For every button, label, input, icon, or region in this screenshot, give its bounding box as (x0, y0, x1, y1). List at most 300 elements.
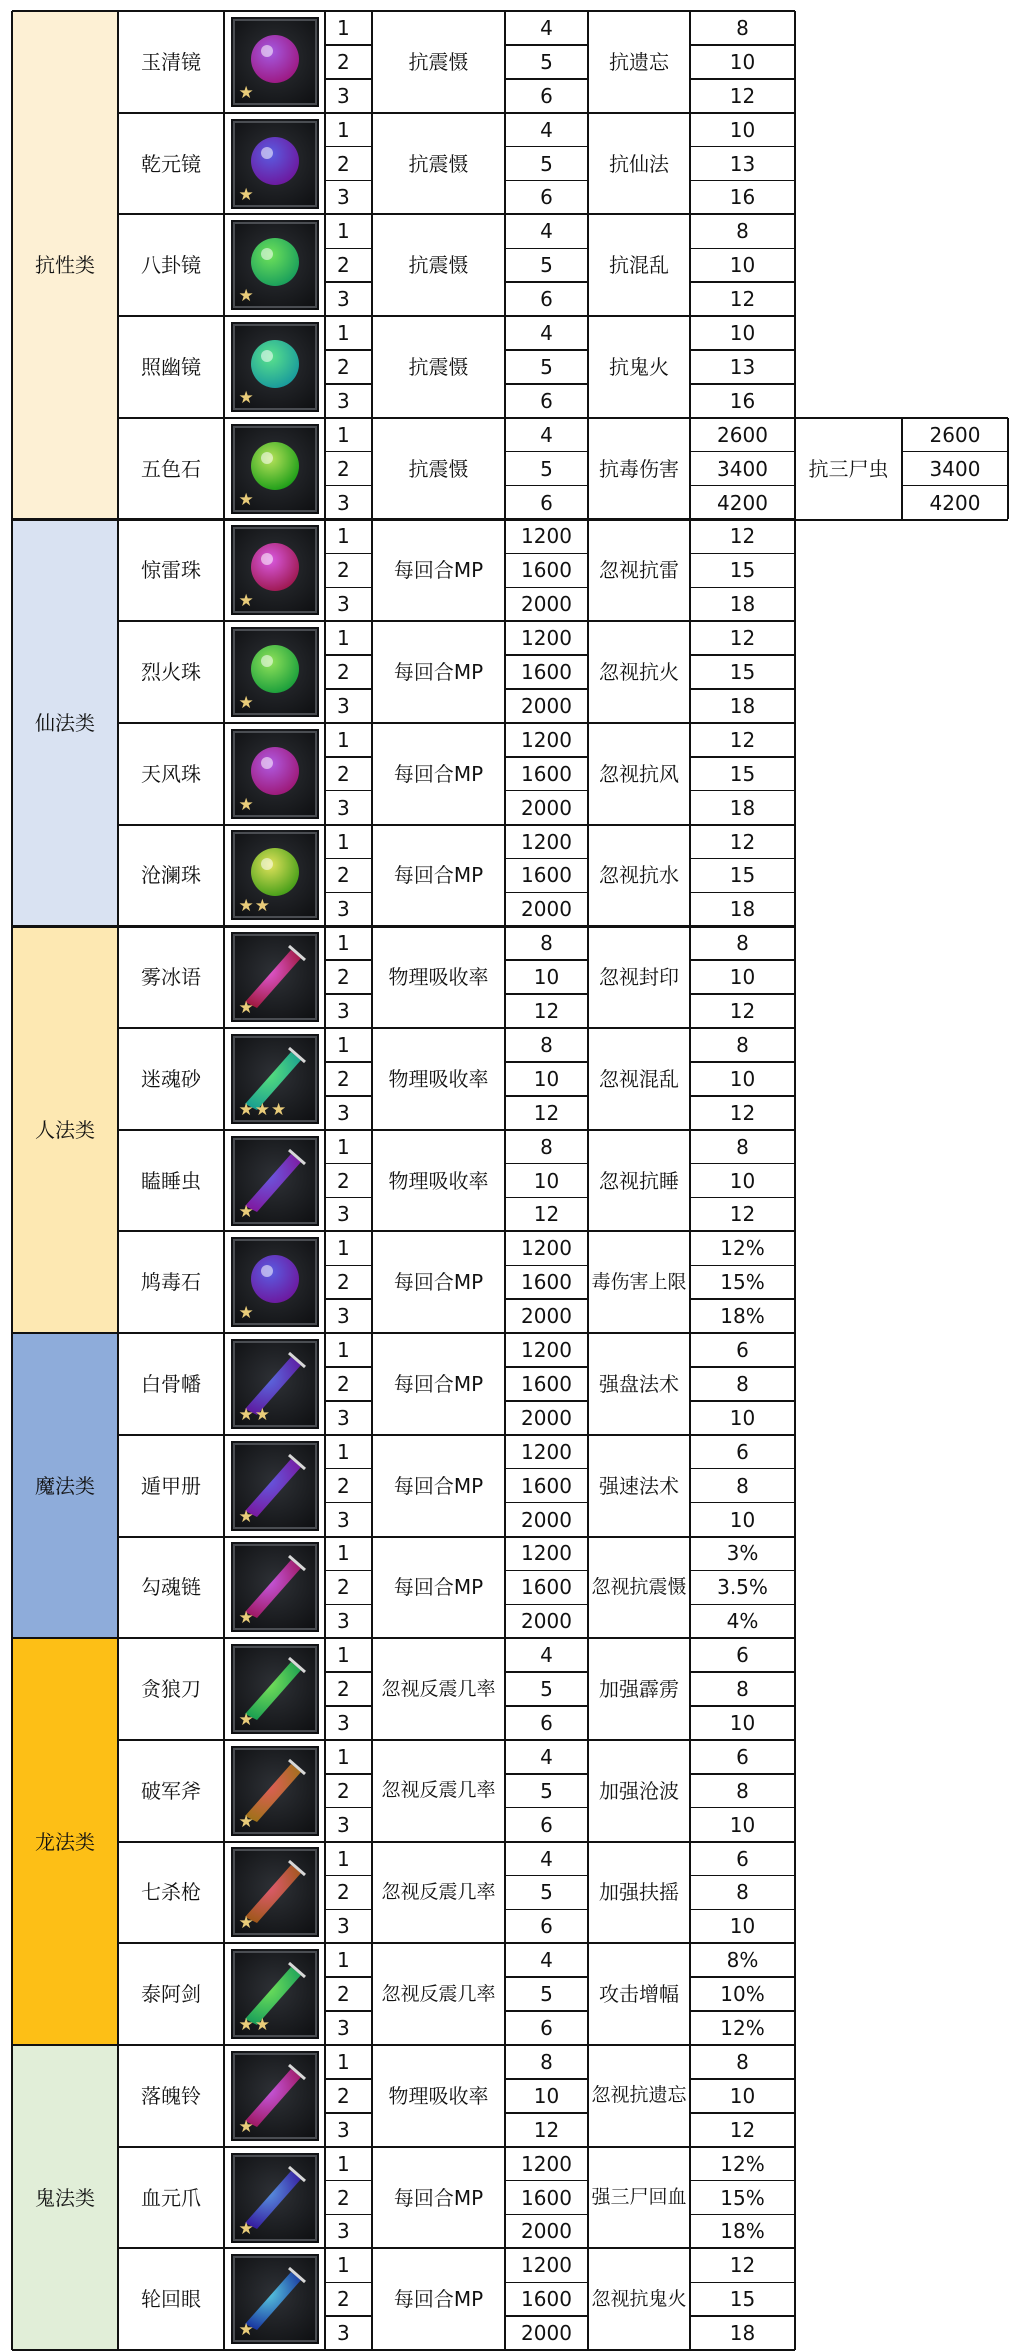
level-cell: 1 (337, 1236, 350, 1261)
stat1-name: 物理吸收率 (388, 2083, 489, 2108)
grid-line (325, 44, 372, 46)
level-cell: 2 (337, 1371, 350, 1396)
grid-line (325, 993, 372, 995)
sleep-bug-icon (231, 1136, 319, 1226)
value2-cell: 10 (729, 1168, 756, 1193)
value1-cell: 6 (540, 1914, 553, 1939)
value1-cell: 1600 (521, 2287, 572, 2312)
level-cell: 2 (337, 1066, 350, 1091)
grid-line (690, 1197, 795, 1199)
grid-line (902, 451, 1008, 453)
star-icon: ★ (238, 1608, 254, 1629)
value2-cell: 12% (720, 2016, 765, 2041)
level-cell: 2 (337, 1880, 350, 1905)
value2-cell: 15% (720, 1270, 765, 1295)
stat1-name: 每回合MP (393, 2185, 484, 2210)
level-cell: 3 (337, 2117, 350, 2142)
item-name: 破军斧 (141, 1778, 201, 1803)
level-cell: 3 (337, 83, 350, 108)
bone-banner-icon (231, 1339, 319, 1429)
value1-cell: 4 (540, 422, 553, 447)
grid-line (690, 1298, 795, 1300)
grid-line (118, 824, 795, 826)
grid-line (505, 2112, 588, 2114)
value1-cell: 8 (540, 2049, 553, 2074)
level-cell: 1 (337, 1744, 350, 1769)
level-cell: 2 (337, 253, 350, 278)
zhaoyou-mirror-icon (231, 322, 319, 412)
value1-cell: 1600 (521, 2185, 572, 2210)
value1-cell: 5 (540, 49, 553, 74)
grid-line (325, 1976, 372, 1978)
value2-cell: 10 (729, 49, 756, 74)
grid-line (118, 1027, 795, 1029)
grid-line (690, 1807, 795, 1809)
level-cell: 1 (337, 931, 350, 956)
star-rating (238, 184, 254, 205)
star-icon: ★ (238, 387, 254, 408)
stat1-name: 每回合MP (393, 558, 484, 583)
value1-cell: 4 (540, 219, 553, 244)
level-cell: 1 (337, 1846, 350, 1871)
grid-line (505, 146, 588, 148)
stat2-name: 忽视抗雷 (599, 558, 679, 583)
item-name: 惊雷珠 (141, 558, 201, 583)
stat2-name: 强三尸回血 (591, 2186, 687, 2209)
grid-line (505, 1265, 588, 1267)
grid-line (325, 383, 372, 385)
grid-line (690, 78, 795, 80)
grid-line (505, 1095, 588, 1097)
grid-line (690, 959, 795, 961)
star-rating (239, 2017, 271, 2034)
grid-line (325, 1366, 372, 1368)
grid-line (690, 1095, 795, 1097)
value2-cell: 15 (729, 660, 756, 685)
value2-cell: 12 (729, 999, 756, 1024)
grid-line (325, 1875, 372, 1877)
bagua-mirror-icon (231, 220, 319, 310)
value1-cell: 1200 (521, 727, 572, 752)
level-cell: 3 (337, 2016, 350, 2041)
value2-cell: 12 (729, 727, 756, 752)
grid-line (12, 1332, 795, 1335)
level-cell: 2 (337, 1575, 350, 1600)
value2-cell: 10 (729, 321, 756, 346)
value1-cell: 10 (533, 1066, 560, 1091)
grid-line (325, 451, 372, 453)
level-cell: 3 (337, 2219, 350, 2244)
star-rating (239, 2322, 254, 2339)
category-label: 龙法类 (12, 1638, 118, 2045)
value2-cell: 3% (726, 1541, 759, 1566)
grid-line (325, 1265, 372, 1267)
stat1-name: 每回合MP (393, 660, 484, 685)
grid-line (690, 1400, 795, 1402)
value2-cell: 18% (720, 1304, 765, 1329)
level-cell: 1 (337, 626, 350, 651)
value1-cell: 1200 (521, 524, 572, 549)
item-name: 八卦镜 (141, 253, 201, 278)
item-name: 天风珠 (141, 761, 201, 786)
value1-cell: 5 (540, 1880, 553, 1905)
samsara-eye-icon (231, 2254, 319, 2344)
star-rating (239, 695, 254, 712)
stat1-name: 忽视反震几率 (381, 1779, 496, 1802)
star-rating (238, 387, 254, 408)
value2-cell: 12% (720, 2151, 765, 2176)
level-cell: 2 (337, 965, 350, 990)
level-cell: 1 (337, 1948, 350, 1973)
star-rating (239, 1305, 254, 1322)
five-color-stone-icon (231, 424, 319, 514)
value1-cell: 1600 (521, 761, 572, 786)
grid-line (505, 587, 588, 589)
item-name: 轮回眼 (141, 2287, 201, 2312)
grid-line (325, 756, 372, 758)
level-cell: 1 (337, 422, 350, 447)
value1-cell: 12 (533, 1202, 560, 1227)
grid-line (325, 1468, 372, 1470)
stat2-name: 忽视混乱 (599, 1066, 679, 1091)
item-name: 玉清镜 (141, 49, 201, 74)
grid-line (690, 1604, 795, 1606)
grid-line (325, 553, 372, 555)
star-rating (238, 794, 254, 815)
value1-cell: 5 (540, 456, 553, 481)
grid-line (325, 2078, 372, 2080)
level-cell: 2 (337, 1982, 350, 2007)
item-name: 雾冰语 (141, 965, 201, 990)
grid-line (690, 553, 795, 555)
grid-line (505, 1468, 588, 1470)
grid-line (325, 1604, 372, 1606)
grid-line (505, 892, 588, 894)
grid-line (794, 11, 797, 2350)
poison-stone-icon (231, 1237, 319, 1327)
grid-line (325, 146, 372, 148)
level-cell: 1 (337, 1134, 350, 1159)
category-label: 人法类 (12, 926, 118, 1333)
level-cell: 2 (337, 1677, 350, 1702)
grid-line (118, 417, 795, 419)
grid-line (325, 790, 372, 792)
value1-cell: 1200 (521, 2151, 572, 2176)
value2-cell: 10 (729, 1066, 756, 1091)
grid-line (325, 1705, 372, 1707)
grid-line (505, 1400, 588, 1402)
item-name: 落魄铃 (141, 2083, 201, 2108)
grid-line (690, 1265, 795, 1267)
value1-cell: 1600 (521, 660, 572, 685)
grid-line (690, 349, 795, 351)
grid-line (505, 1909, 588, 1911)
item-name: 泰阿剑 (141, 1982, 201, 2007)
grid-line (12, 2044, 795, 2047)
star-rating (238, 1506, 254, 1527)
level-cell: 1 (337, 1541, 350, 1566)
grid-line (325, 1807, 372, 1809)
grid-line (325, 1400, 372, 1402)
grid-line (587, 11, 589, 2350)
grid-line (505, 790, 588, 792)
value2-cell: 8 (736, 15, 749, 40)
level-cell: 2 (337, 456, 350, 481)
star-rating (239, 288, 254, 305)
level-cell: 3 (337, 1405, 350, 1430)
stat2-name: 毒伤害上限 (591, 1270, 687, 1293)
grid-line (325, 688, 372, 690)
frost-mist-icon (231, 932, 319, 1022)
stat1-name: 抗震慑 (408, 456, 469, 481)
value1-cell: 12 (533, 1100, 560, 1125)
grid-line (505, 1061, 588, 1063)
grid-line (690, 180, 795, 182)
level-cell: 3 (337, 2321, 350, 2346)
value3-cell: 2600 (929, 422, 981, 447)
grid-line (325, 959, 372, 961)
category-label: 抗性类 (12, 11, 118, 520)
value2-cell: 12 (729, 524, 756, 549)
grid-line (325, 485, 372, 487)
level-cell: 2 (337, 558, 350, 583)
level-cell: 3 (337, 1710, 350, 1735)
star-rating (239, 593, 254, 610)
level-cell: 1 (337, 117, 350, 142)
grid-line (118, 1129, 795, 1131)
grid-line (118, 722, 795, 724)
value2-cell: 18 (729, 897, 756, 922)
level-cell: 3 (337, 897, 350, 922)
value2-cell: 4% (726, 1609, 759, 1634)
value1-cell: 1200 (521, 829, 572, 854)
star-icon: ★ (238, 2320, 254, 2341)
stat1-name: 物理吸收率 (388, 1066, 489, 1091)
grid-line (325, 1909, 372, 1911)
star-icon: ★ (238, 2015, 254, 2036)
stat2-name: 忽视抗震慑 (591, 1575, 687, 1598)
grid-line (325, 2010, 372, 2012)
grid-line (690, 281, 795, 283)
value2-cell: 8 (736, 1880, 749, 1905)
value2-cell: 15 (729, 2287, 756, 2312)
grid-line (325, 892, 372, 894)
army-axe-icon (231, 1746, 319, 1836)
grid-line (118, 1536, 795, 1538)
level-cell: 2 (337, 2287, 350, 2312)
grid-line (325, 1163, 372, 1165)
value1-cell: 2000 (521, 897, 572, 922)
item-name: 血元爪 (141, 2185, 201, 2210)
value2-cell: 6 (736, 1338, 749, 1363)
item-name: 照幽镜 (141, 354, 201, 379)
category-label: 魔法类 (12, 1333, 118, 1638)
grid-line (690, 2112, 795, 2114)
value1-cell: 5 (540, 1778, 553, 1803)
value2-cell: 2600 (717, 422, 768, 447)
grid-line (11, 11, 14, 2350)
stat2-name: 忽视抗风 (599, 761, 679, 786)
grid-line (505, 2078, 588, 2080)
grid-line (118, 213, 795, 215)
value1-cell: 10 (533, 965, 560, 990)
grid-line (690, 2214, 795, 2216)
star-rating (239, 1712, 254, 1729)
value2-cell: 6 (736, 1643, 749, 1668)
value2-cell: 12 (729, 829, 756, 854)
level-cell: 1 (337, 2049, 350, 2074)
value1-cell: 6 (540, 1710, 553, 1735)
star-icon: ★ (254, 1404, 270, 1425)
grid-line (324, 11, 326, 2350)
value1-cell: 5 (540, 151, 553, 176)
level-cell: 3 (337, 1304, 350, 1329)
grid-line (12, 925, 795, 928)
value1-cell: 4 (540, 1846, 553, 1871)
value1-cell: 4 (540, 1948, 553, 1973)
grid-line (505, 654, 588, 656)
value1-cell: 1600 (521, 558, 572, 583)
grid-line (118, 620, 795, 622)
level-cell: 1 (337, 1643, 350, 1668)
star-icon: ★ (238, 896, 254, 917)
star-icon: ★ (254, 2015, 270, 2036)
star-icon: ★ (238, 184, 254, 205)
value2-cell: 10 (729, 1507, 756, 1532)
item-name: 七杀枪 (141, 1880, 201, 1905)
grid-line (505, 756, 588, 758)
value2-cell: 10% (720, 1982, 765, 2007)
grid-line (325, 2112, 372, 2114)
star-icon: ★ (238, 82, 254, 103)
grid-line (690, 1909, 795, 1911)
category-label: 鬼法类 (12, 2045, 118, 2350)
level-cell: 3 (337, 1202, 350, 1227)
thunder-pearl-icon (231, 525, 319, 615)
value2-cell: 12 (729, 2117, 756, 2142)
star-icon: ★ (238, 1404, 254, 1425)
grid-line (325, 1502, 372, 1504)
grid-line (505, 2214, 588, 2216)
value1-cell: 4 (540, 1744, 553, 1769)
grid-line (690, 858, 795, 860)
grid-line (690, 1163, 795, 1165)
grid-line (505, 44, 588, 46)
level-cell: 1 (337, 829, 350, 854)
grid-line (325, 654, 372, 656)
grid-line (505, 281, 588, 283)
level-cell: 3 (337, 490, 350, 515)
level-cell: 2 (337, 354, 350, 379)
grid-line (118, 2146, 795, 2148)
grid-line (325, 1671, 372, 1673)
grid-line (505, 1502, 588, 1504)
value1-cell: 1600 (521, 863, 572, 888)
star-rating (238, 2116, 254, 2137)
grid-line (901, 418, 903, 520)
grid-line (689, 11, 691, 2350)
grid-line (371, 11, 373, 2350)
grid-line (325, 281, 372, 283)
value1-cell: 6 (540, 185, 553, 210)
level-cell: 2 (337, 863, 350, 888)
stat2-name: 抗混乱 (609, 253, 669, 278)
grid-line (325, 1570, 372, 1572)
grid-line (902, 485, 1008, 487)
grid-line (505, 1976, 588, 1978)
value1-cell: 5 (540, 1677, 553, 1702)
level-cell: 2 (337, 2185, 350, 2210)
grid-line (505, 993, 588, 995)
grid-line (690, 1570, 795, 1572)
stat1-name: 每回合MP (393, 1473, 484, 1498)
grid-line (505, 959, 588, 961)
star-icon: ★ (238, 489, 254, 510)
level-cell: 1 (337, 2253, 350, 2278)
stat2-name: 攻击增幅 (599, 1982, 679, 2007)
value2-cell: 10 (729, 1914, 756, 1939)
value2-cell: 15 (729, 863, 756, 888)
grid-line (325, 587, 372, 589)
value2-cell: 8 (736, 1134, 749, 1159)
level-cell: 3 (337, 693, 350, 718)
level-cell: 2 (337, 49, 350, 74)
star-icon: ★ (238, 998, 254, 1019)
value1-cell: 1600 (521, 1575, 572, 1600)
grid-line (505, 1875, 588, 1877)
value2-cell: 6 (736, 1439, 749, 1464)
stat2-name: 抗遗忘 (609, 49, 669, 74)
grid-line (690, 892, 795, 894)
level-cell: 1 (337, 727, 350, 752)
stat1-name: 每回合MP (393, 761, 484, 786)
grid-line (690, 2010, 795, 2012)
grid-line (505, 2180, 588, 2182)
star-rating (238, 2218, 254, 2239)
grid-line (505, 1570, 588, 1572)
star-icon: ★ (238, 794, 254, 815)
value2-cell: 3400 (717, 456, 768, 481)
grid-line (118, 1434, 795, 1436)
value2-cell: 10 (729, 2083, 756, 2108)
star-icon: ★ (238, 1811, 254, 1832)
level-cell: 3 (337, 1507, 350, 1532)
grid-line (505, 1298, 588, 1300)
value1-cell: 6 (540, 1812, 553, 1837)
value2-cell: 8 (736, 1032, 749, 1057)
grid-line (505, 1671, 588, 1673)
value1-cell: 8 (540, 1134, 553, 1159)
grid-line (325, 349, 372, 351)
grid-line (325, 180, 372, 182)
value2-cell: 13 (729, 354, 756, 379)
star-rating (238, 1811, 254, 1832)
item-name: 白骨幡 (141, 1371, 201, 1396)
level-cell: 2 (337, 2083, 350, 2108)
stat2-name: 忽视抗火 (599, 660, 679, 685)
value2-cell: 10 (729, 1710, 756, 1735)
value1-cell: 1200 (521, 1338, 572, 1363)
stat1-name: 每回合MP (393, 1575, 484, 1600)
value2-cell: 12 (729, 1100, 756, 1125)
level-cell: 1 (337, 1338, 350, 1363)
grid-line (690, 2180, 795, 2182)
grid-line (690, 248, 795, 250)
stat2-name: 加强霹雳 (599, 1677, 679, 1702)
category-label: 仙法类 (12, 520, 118, 927)
item-name: 烈火珠 (141, 660, 201, 685)
grid-line (325, 1061, 372, 1063)
